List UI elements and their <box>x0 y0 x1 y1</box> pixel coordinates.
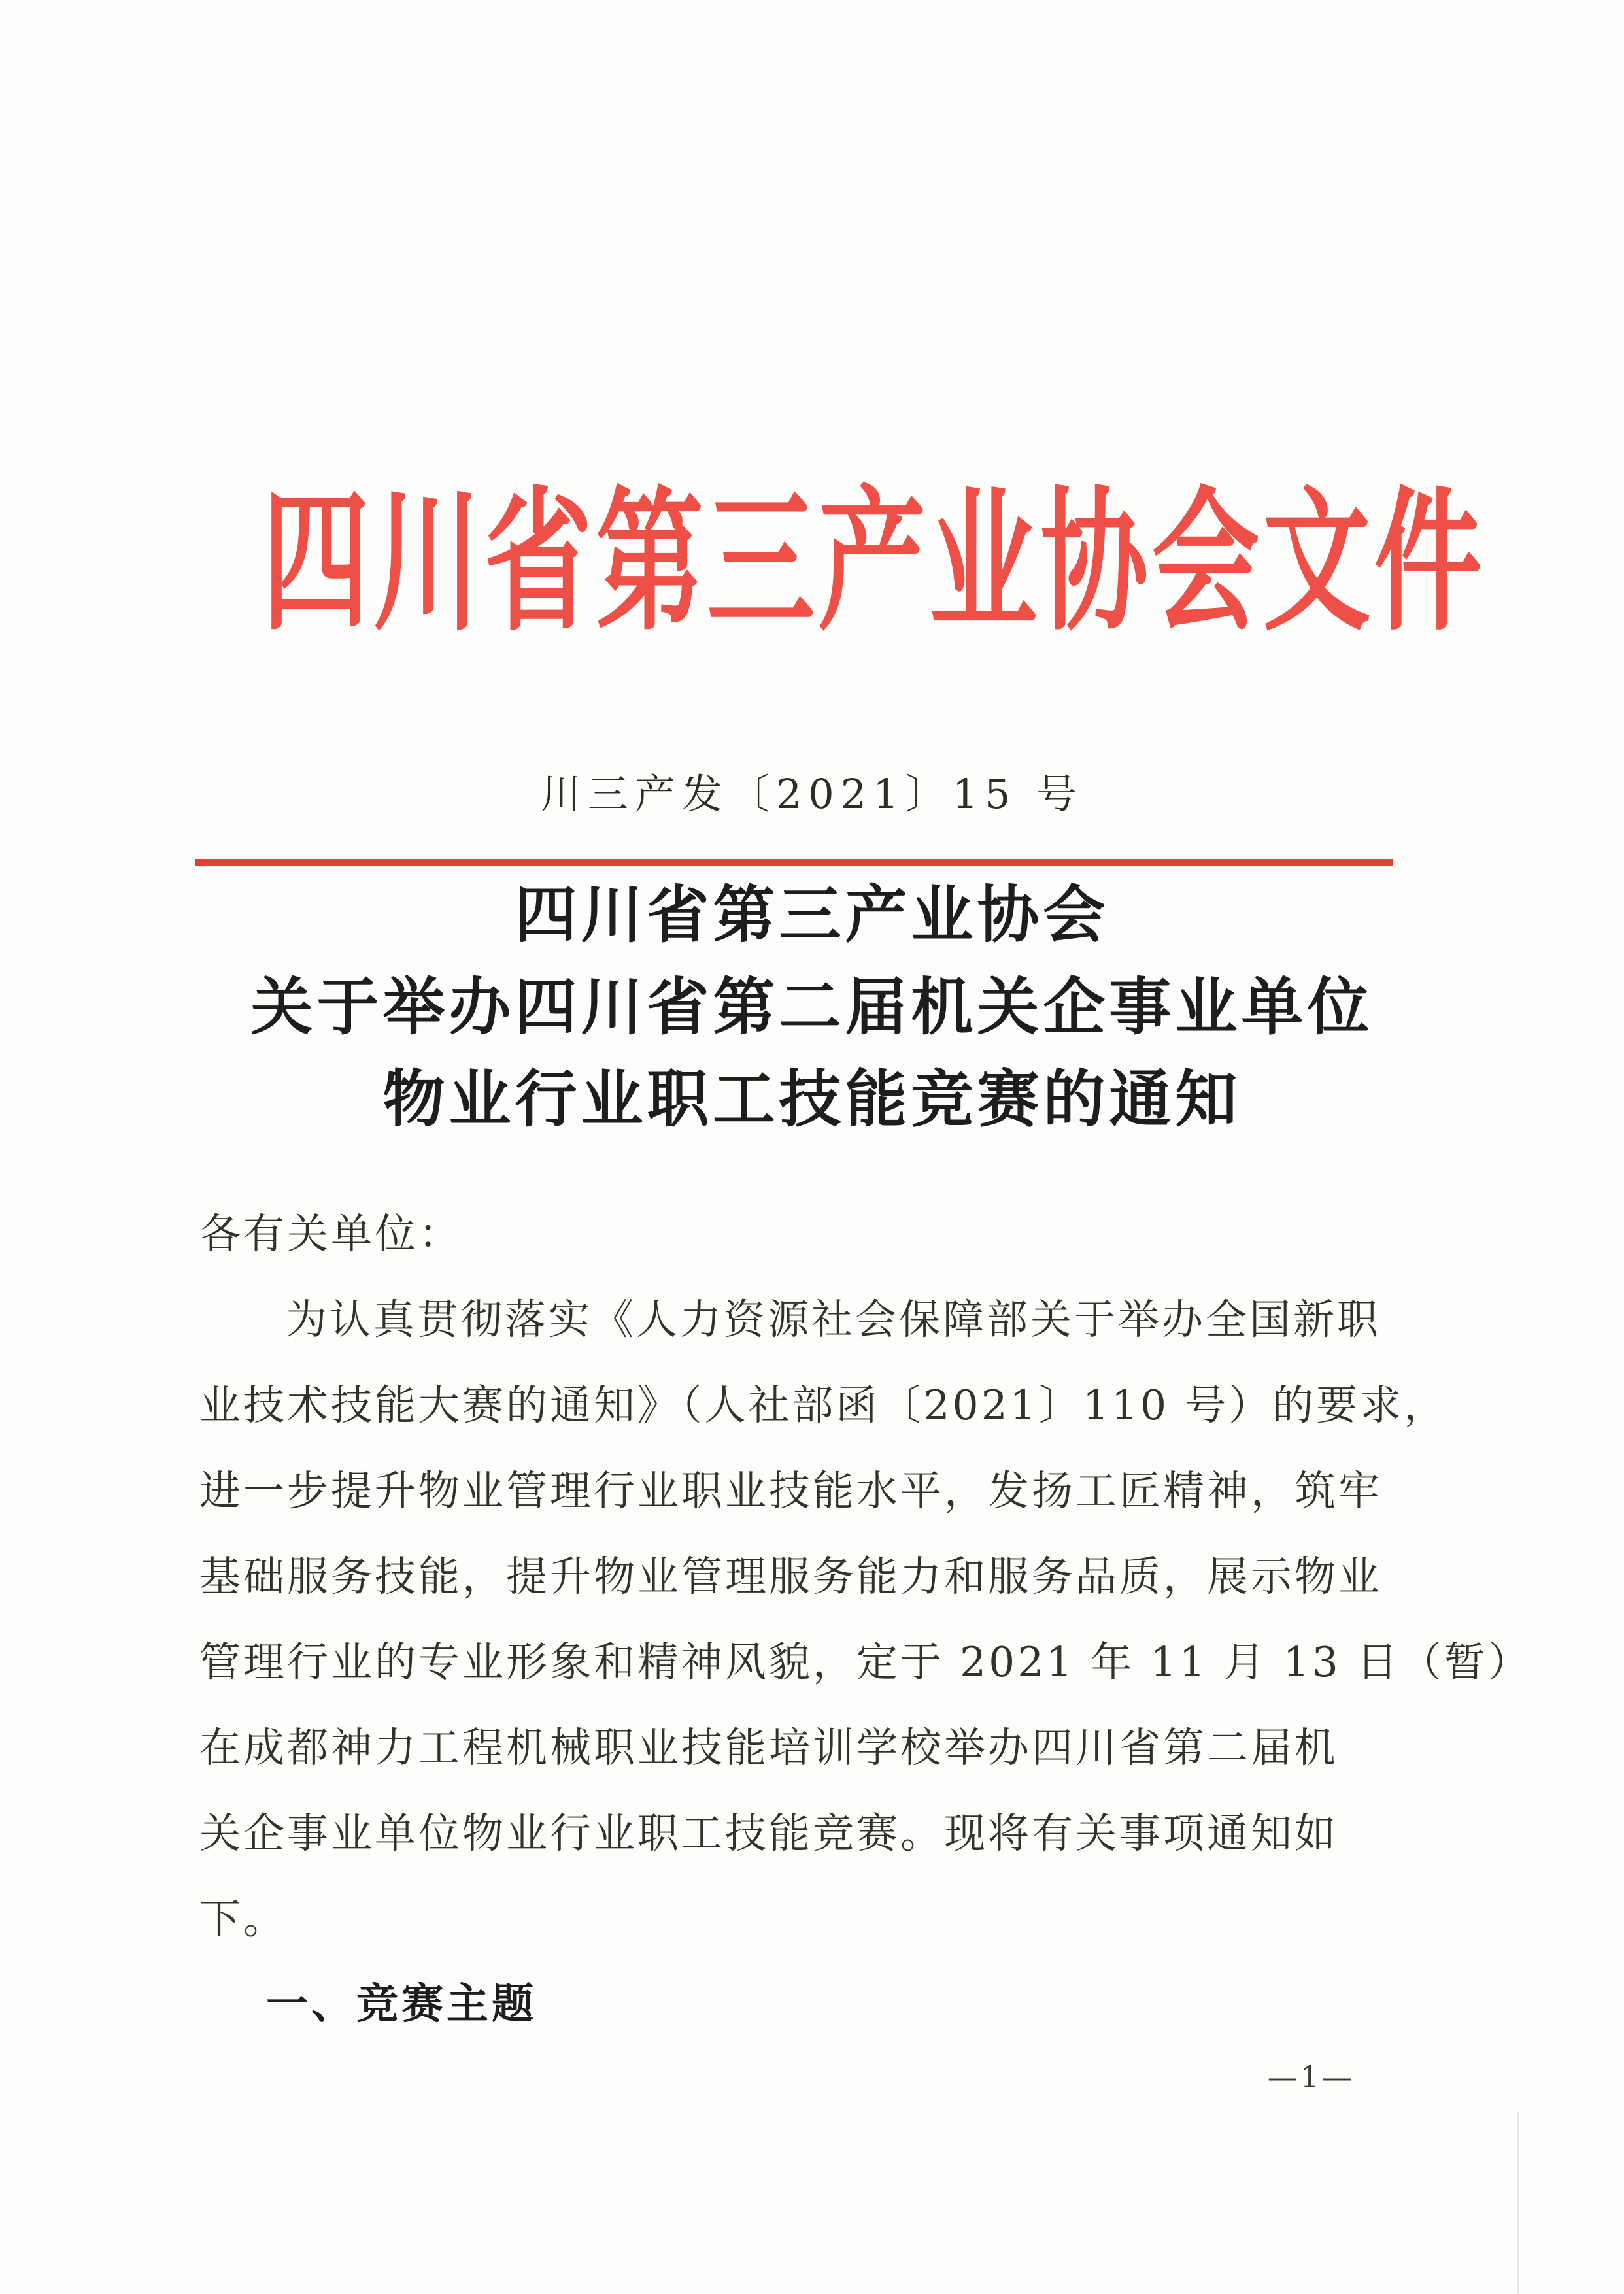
paragraph-line: 关企事业单位物业行业职工技能竞赛。现将有关事项通知如 <box>199 1810 1338 1857</box>
notice-title-line-2: 关于举办四川省第二届机关企事业单位 <box>250 971 1374 1043</box>
paragraph-line: 业技术技能大赛的通知》（人社部函〔2021〕110 号）的要求， <box>199 1381 1448 1429</box>
paragraph-line: 下。 <box>199 1895 287 1943</box>
paragraph-line: 为认真贯彻落实《人力资源社会保障部关于举办全国新职 <box>286 1296 1381 1343</box>
notice-title-line-1: 四川省第三产业协会 <box>515 879 1109 951</box>
page-number: —1— <box>1267 2059 1355 2095</box>
notice-title-block <box>0 869 1624 1146</box>
body-text-block <box>199 1191 1532 2048</box>
document-number: 川三产发〔2021〕15 号 <box>540 770 1084 818</box>
masthead-title-row <box>0 471 1624 652</box>
section-heading-competition-theme: 一、竞赛主题 <box>266 1980 537 2029</box>
masthead-title: 四川省第三产业协会文件 <box>262 471 1486 652</box>
red-separator-rule <box>195 859 1393 866</box>
paragraph-line: 在成都神力工程机械职业技能培训学校举办四川省第二届机 <box>199 1724 1338 1772</box>
scan-artifact-line <box>1517 2112 1519 2294</box>
paragraph-line: 基础服务技能，提升物业管理服务能力和服务品质，展示物业 <box>199 1553 1382 1600</box>
paragraph-line: 管理行业的专业形象和精神风貌，定于 2021 年 11 月 13 日（暂） <box>199 1638 1532 1686</box>
paragraph-line: 进一步提升物业管理行业职业技能水平，发扬工匠精神，筑牢 <box>199 1467 1382 1515</box>
salutation: 各有关单位： <box>199 1210 462 1258</box>
notice-title-line-3: 物业行业职工技能竞赛的通知 <box>382 1064 1242 1136</box>
